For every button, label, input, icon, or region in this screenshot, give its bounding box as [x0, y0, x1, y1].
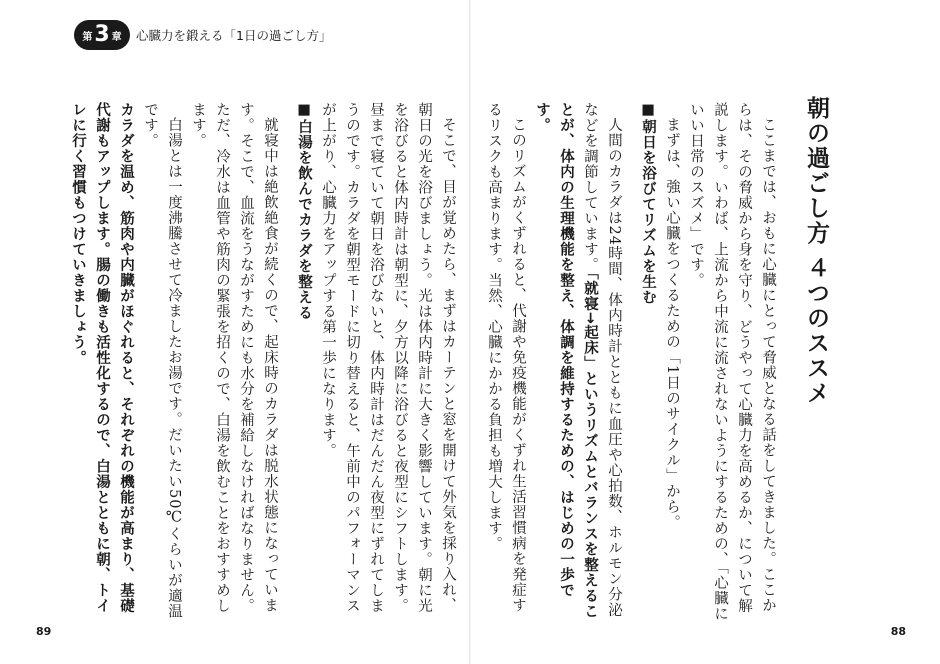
chapter-prefix: 第	[82, 31, 93, 43]
chapter-number: 3	[94, 22, 110, 47]
chapter-suffix: 章	[111, 31, 122, 43]
page-number-right: 88	[890, 625, 906, 638]
right-page-body	[486, 102, 780, 622]
chapter-badge	[74, 20, 130, 50]
body-paragraph: このリズムがくずれると、代謝や免疫機能がくずれ生活習慣病を発症するリスクも高まります。当然、心臓にかかる負担も増大します。	[486, 102, 526, 613]
body-text: 人間のカラダは24時間、体内時計とともに血圧や心拍数、ホルモン分泌などを調節しています。	[582, 102, 622, 618]
body-paragraph	[138, 102, 186, 622]
body-paragraph: 就寝中は絶飲絶食が続くので、起床時のカラダは脱水状態になっています。そこで、血流をうながすためにも水分を補給しなければなりません。ただ、冷水は血管や筋肉の緊張を招くので、白湯を飲むことをおすすめします。	[190, 102, 278, 614]
page-gutter	[469, 0, 471, 664]
body-text: 白湯とは一度沸騰させて冷ましたお湯です。だいたい50℃くらいが適温です。	[142, 102, 182, 619]
intro-paragraph: ここまでは、おもに心臓にとって脅威となる話をしてきました。ここからは、その脅威から身を守り、どうやって心臓力を高めるか、について解説します。いわば、上流から中流に流されないようにするための、「心臓にいい日常のスズメ」です。	[688, 102, 776, 622]
body-paragraph: そこで、目が覚めたら、まずはカーテンと窓を開けて外気を採り入れ、朝日の光を浴びましょう。光は体内時計に大きく影響しています。朝に光を浴びると体内時計は朝型に、夕方以降に浴びると夜型にシフトします。昼まで寝ていて朝日を浴びないと、体内時計はだんだん夜型にずれてしまうのです。カラダを朝型モードに切り替えると、午前中のパフォーマンスが上がり、心臓力をアップする第一歩になります。	[320, 102, 456, 614]
page-title: 朝の過ごし方 ４つのススメ	[803, 96, 829, 407]
body-paragraph	[530, 102, 626, 622]
emphasis-text: 「就寝→起床」というリズムとバランスを整えることが、体内の生理機能を整え、体調を維持するための、はじめの一歩です。	[534, 102, 598, 620]
emphasis-paragraph: カラダを温め、筋肉や内臓がほぐれると、それぞれの機能が高まり、基礎代謝もアップします。腸の働きも活性化するので、白湯とともに朝、トイレに行く習慣もつけていきましょう。	[70, 102, 134, 614]
section-heading: ■朝日を浴びてリズムを生む	[640, 102, 656, 305]
intro-paragraph: まずは、強い心臓をつくるための「1日のサイクル」から。	[664, 116, 680, 530]
left-page-body	[70, 102, 460, 622]
chapter-header	[74, 18, 331, 52]
chapter-title: 心臓力を鍛える「1日の過ごし方」	[136, 28, 332, 43]
page-number-left: 89	[36, 625, 52, 638]
section-heading: ■白湯を飲んでカラダを整える	[296, 102, 312, 321]
